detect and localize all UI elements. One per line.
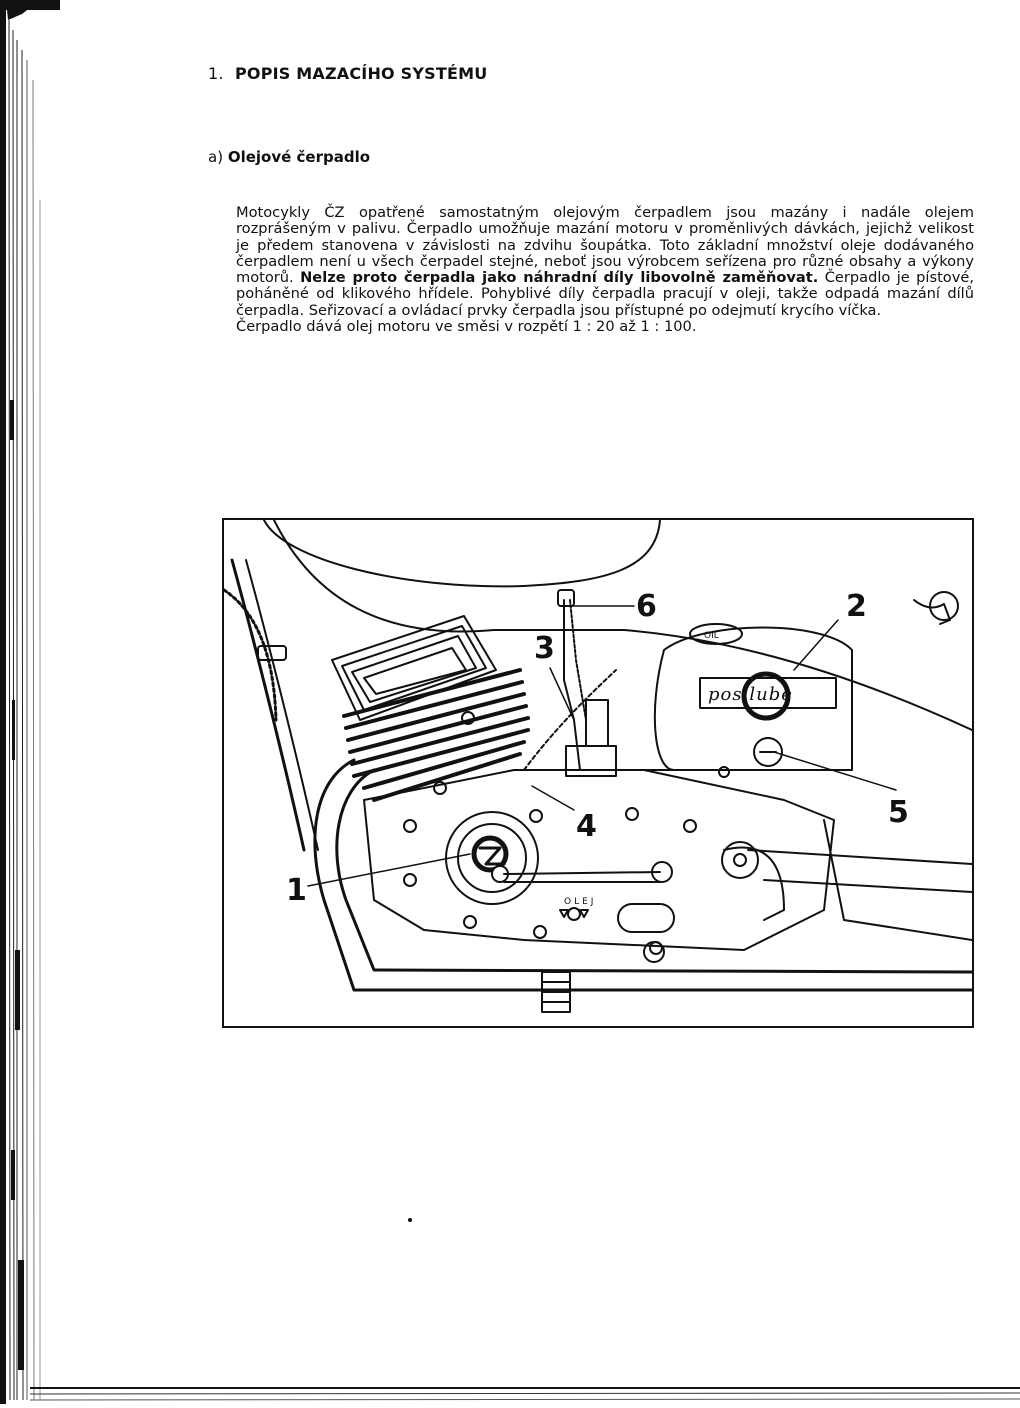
callout-4: 4 xyxy=(576,809,597,844)
callout-6: 6 xyxy=(636,589,657,624)
paragraph-1 xyxy=(236,205,974,319)
subsection-letter: a) xyxy=(208,148,224,166)
scan-bottom-edge xyxy=(30,1384,1020,1404)
fuel-tank xyxy=(264,520,660,586)
subsection-heading xyxy=(208,148,370,166)
rear-linkage xyxy=(644,842,972,962)
oil-tank xyxy=(655,624,852,770)
engine-oil-pump-illustration xyxy=(222,518,974,1028)
crankcase xyxy=(364,770,834,950)
screws xyxy=(404,712,696,954)
paragraph-1-bold-warning: Nelze proto čerpadla jako náhradní díly libovolně zaměňovat. xyxy=(300,269,819,287)
scan-binding-edge xyxy=(0,0,60,1404)
carburetor-cable xyxy=(524,590,616,776)
section-heading xyxy=(208,64,487,83)
posilube-badge: posilube xyxy=(708,684,793,705)
paragraph-1-text-a: Motocykly ČZ opatřené samostatným olejovým čerpadlem jsou mazány i nadále olejem rozprášeným v palivu. Čerpadlo umožňuje mazání motoru v proměnlivých dávkách, jejichž velikost je předem stanovena v závislosti na zdvihu šoupátka. Toto základní množství oleje dodávaného čerpadlem není u všech čerpadel stejné, neboť jsou výrobcem seřízena pro různé obsahy a výkony motorů. xyxy=(236,204,974,287)
section-number: 1. xyxy=(208,64,224,83)
paragraph-2: Čerpadlo dává olej motoru ve směsi v rozpětí 1 : 20 až 1 : 100. xyxy=(236,318,697,336)
paragraph-1-text-b: Čerpadlo je pístové, poháněné od klikového hřídele. Pohyblivé díly čerpadla pracují v oleji, takže odpadá mazání dílů čerpadla. Seřizovací a ovládací prvky čerpadla jsou přístupné po odejmutí krycího víčka. xyxy=(236,269,974,319)
pump-label: OLEJ xyxy=(564,897,597,907)
scan-speck xyxy=(408,1218,412,1222)
frame-tube xyxy=(232,560,304,850)
body-text xyxy=(236,205,974,335)
callout-5: 5 xyxy=(888,795,909,830)
callout-1: 1 xyxy=(286,873,307,908)
tank-label: OIL xyxy=(704,631,719,641)
callout-2: 2 xyxy=(846,589,867,624)
subsection-title: Olejové čerpadlo xyxy=(227,148,371,166)
callout-3: 3 xyxy=(534,631,555,666)
section-title: POPIS MAZACÍHO SYSTÉMU xyxy=(234,64,488,83)
